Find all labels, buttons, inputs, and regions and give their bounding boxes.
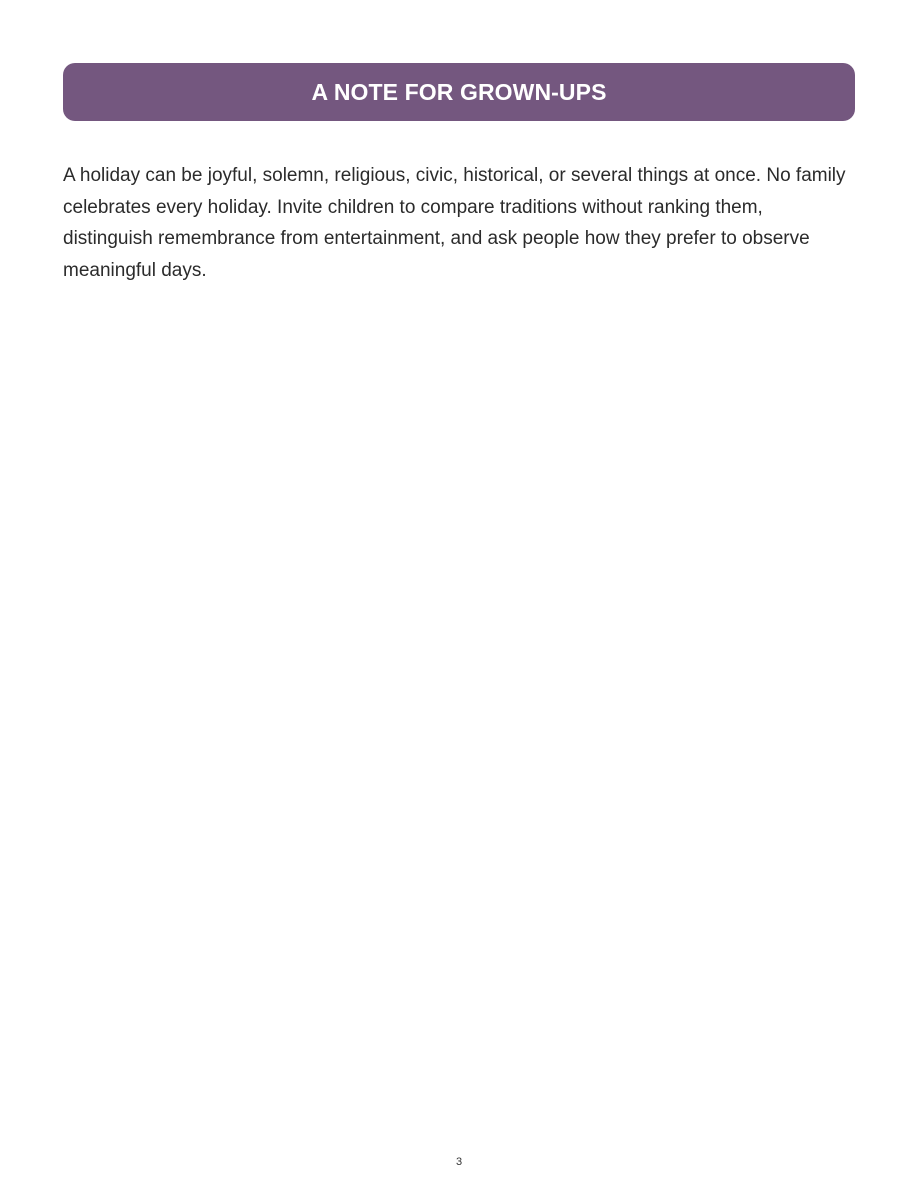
page-number: 3 bbox=[455, 1156, 463, 1168]
section-header-banner bbox=[63, 63, 855, 121]
page-title: A NOTE FOR GROWN-UPS bbox=[311, 78, 607, 105]
body-paragraph: A holiday can be joyful, solemn, religious, civic, historical, or several things at once. No family celebrates every holiday. Invite children to compare traditions without ranking them, distinguish remembrance from entertainment, and ask people how they prefer to observe meaningful days. bbox=[63, 165, 846, 281]
